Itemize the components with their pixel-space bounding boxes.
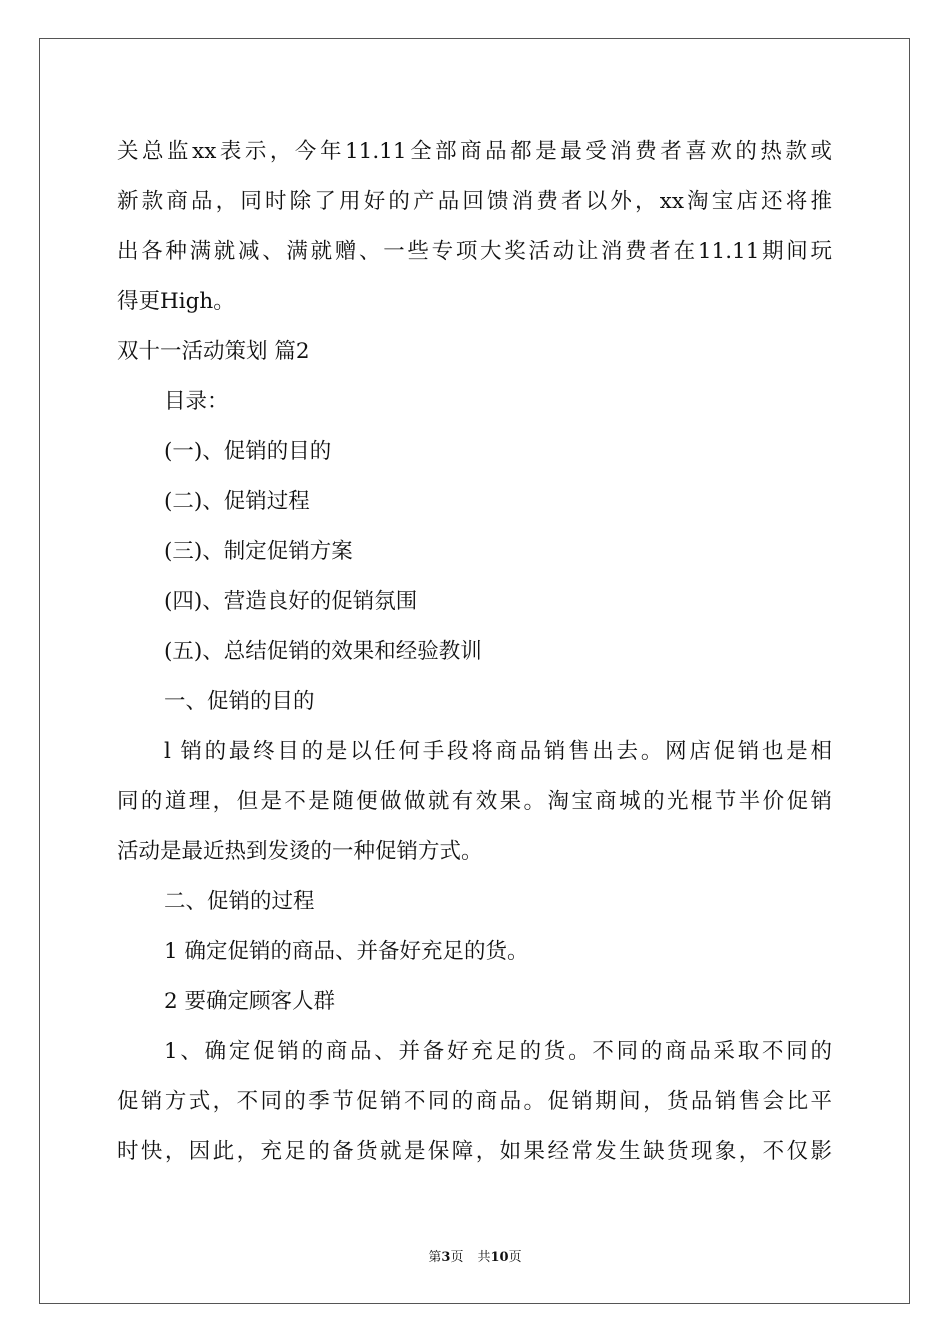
toc-item: (三)、制定促销方案 <box>164 539 353 564</box>
list-item: 2 要确定顾客人群 <box>164 989 336 1014</box>
total-prefix: 共 <box>477 1250 491 1265</box>
paragraph-line: 关总监xx表示，今年11.11全部商品都是最受消费者喜欢的热款或 <box>117 139 832 164</box>
total-pages: 10 <box>490 1250 509 1265</box>
section-title: 双十一活动策划 篇2 <box>117 339 310 364</box>
paragraph-line: l 销的最终目的是以任何手段将商品销售出去。网店促销也是相 <box>164 739 832 764</box>
paragraph-line: 活动是最近热到发烫的一种促销方式。 <box>117 839 483 864</box>
toc-heading: 目录： <box>164 389 229 414</box>
paragraph-line: 新款商品，同时除了用好的产品回馈消费者以外，xx淘宝店还将推 <box>117 189 832 214</box>
toc-item: (四)、营造良好的促销氛围 <box>164 589 418 614</box>
toc-item: (一)、促销的目的 <box>164 439 332 464</box>
paragraph-line: 促销方式，不同的季节促销不同的商品。促销期间，货品销售会比平 <box>117 1089 832 1114</box>
toc-item: (二)、促销过程 <box>164 489 310 514</box>
toc-item: (五)、总结促销的效果和经验教训 <box>164 639 482 664</box>
list-item: 1 确定促销的商品、并备好充足的货。 <box>164 939 529 964</box>
paragraph-line: 出各种满就减、满就赠、一些专项大奖活动让消费者在11.11期间玩 <box>117 239 832 264</box>
page-prefix: 第 <box>428 1250 442 1265</box>
total-suffix: 页 <box>508 1250 522 1265</box>
page-footer <box>0 1246 950 1265</box>
paragraph-line: 时快，因此，充足的备货就是保障，如果经常发生缺货现象，不仅影 <box>117 1139 832 1164</box>
paragraph-line: 1、确定促销的商品、并备好充足的货。不同的商品采取不同的 <box>164 1039 832 1064</box>
paragraph-line: 同的道理，但是不是随便做做就有效果。淘宝商城的光棍节半价促销 <box>117 789 832 814</box>
document-body <box>117 127 832 1177</box>
page-suffix: 页 <box>450 1250 464 1265</box>
section-heading: 一、促销的目的 <box>164 689 315 714</box>
section-heading: 二、促销的过程 <box>164 889 315 914</box>
paragraph-line: 得更High。 <box>117 289 235 314</box>
page-number: 3 <box>441 1250 451 1265</box>
